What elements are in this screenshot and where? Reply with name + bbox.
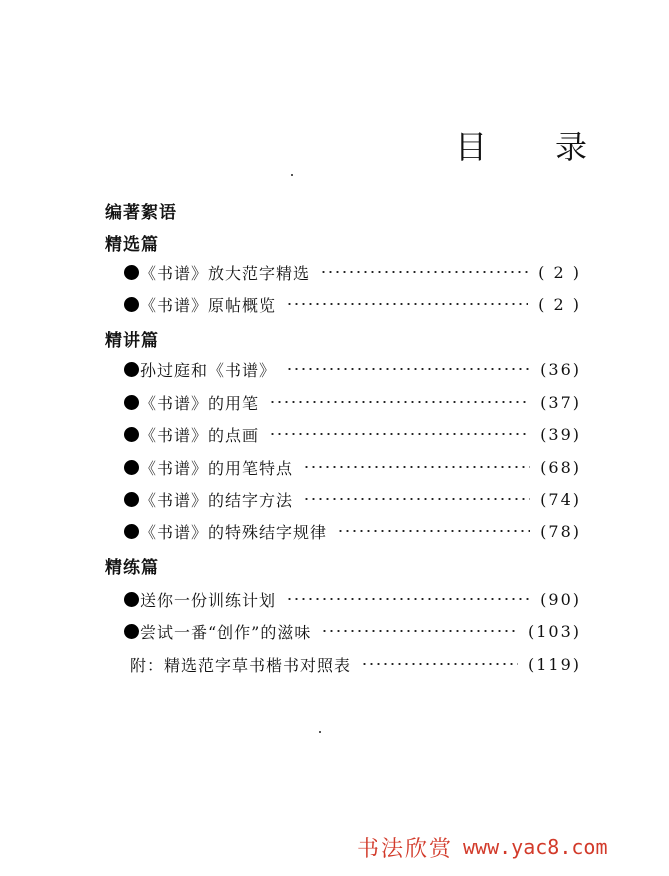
bullet-icon xyxy=(124,524,139,539)
toc-entry xyxy=(124,618,581,644)
toc-entry-page: (68) xyxy=(540,457,581,477)
toc-entry-label: 附：精选范字草书楷书对照表 xyxy=(130,655,352,675)
bullet-icon xyxy=(124,624,139,639)
dot-leader xyxy=(269,433,530,435)
section-heading-jinglian: 精练篇 xyxy=(105,558,159,578)
toc-entry xyxy=(124,454,581,480)
toc-entry-label: 《书谱》的结字方法 xyxy=(140,490,294,510)
toc-entry-page: (103) xyxy=(527,621,581,641)
bullet-icon xyxy=(124,265,139,280)
dot-leader xyxy=(337,530,530,532)
dot-leader xyxy=(303,498,530,500)
toc-entry xyxy=(124,586,581,612)
watermark-chinese: 书法欣赏 xyxy=(357,836,454,862)
toc-entry xyxy=(124,518,581,544)
toc-entry-label: 《书谱》的点画 xyxy=(140,425,260,445)
bullet-icon xyxy=(124,297,139,312)
print-speck xyxy=(319,731,321,733)
bullet-icon xyxy=(124,460,139,475)
toc-entry xyxy=(124,421,581,447)
toc-entry-label: 《书谱》原帖概览 xyxy=(140,295,277,315)
section-heading-jingxuan: 精选篇 xyxy=(105,235,159,255)
toc-entry-page: (37) xyxy=(540,392,581,412)
toc-entry xyxy=(124,259,581,285)
toc-entry-label: 《书谱》放大范字精选 xyxy=(140,263,311,283)
bullet-icon xyxy=(124,592,139,607)
toc-entry xyxy=(124,291,581,317)
bullet-icon xyxy=(124,362,139,377)
bullet-icon xyxy=(124,492,139,507)
title-char-left: 目 xyxy=(455,128,488,166)
toc-entry xyxy=(124,486,581,512)
toc-entry xyxy=(124,389,581,415)
preface-heading: 编著絮语 xyxy=(105,203,177,223)
print-speck xyxy=(291,174,293,176)
dot-leader xyxy=(286,303,528,305)
watermark-url: www.yac8.com xyxy=(463,835,608,859)
dot-leader xyxy=(269,401,530,403)
toc-entry-page: (39) xyxy=(540,424,581,444)
toc-entry-page: (119) xyxy=(527,654,581,674)
dot-leader xyxy=(286,598,530,600)
toc-entry-page: (78) xyxy=(540,521,581,541)
dot-leader xyxy=(320,271,528,273)
toc-entry-label: 孙过庭和《书谱》 xyxy=(140,360,277,380)
toc-entry xyxy=(124,356,581,382)
dot-leader xyxy=(361,663,518,665)
toc-entry-label: 《书谱》的用笔 xyxy=(140,393,260,413)
dot-leader xyxy=(286,368,530,370)
title-char-right: 录 xyxy=(554,128,587,166)
toc-entry-page: ( 2 ) xyxy=(538,262,581,282)
bullet-icon xyxy=(124,427,139,442)
dot-leader xyxy=(321,630,518,632)
toc-entry-label: 《书谱》的特殊结字规律 xyxy=(140,522,328,542)
toc-appendix-entry xyxy=(130,651,581,677)
toc-entry-page: (74) xyxy=(540,489,581,509)
section-heading-jingjiang: 精讲篇 xyxy=(105,331,159,351)
site-watermark xyxy=(357,830,657,864)
page-title xyxy=(455,122,587,168)
bullet-icon xyxy=(124,395,139,410)
toc-entry-page: ( 2 ) xyxy=(538,294,581,314)
dot-leader xyxy=(303,466,530,468)
toc-entry-label: 送你一份训练计划 xyxy=(140,590,277,610)
toc-entry-label: 《书谱》的用笔特点 xyxy=(140,458,294,478)
toc-entry-page: (90) xyxy=(540,589,581,609)
toc-entry-page: (36) xyxy=(540,359,581,379)
toc-entry-label: 尝试一番“创作”的滋味 xyxy=(140,622,312,642)
